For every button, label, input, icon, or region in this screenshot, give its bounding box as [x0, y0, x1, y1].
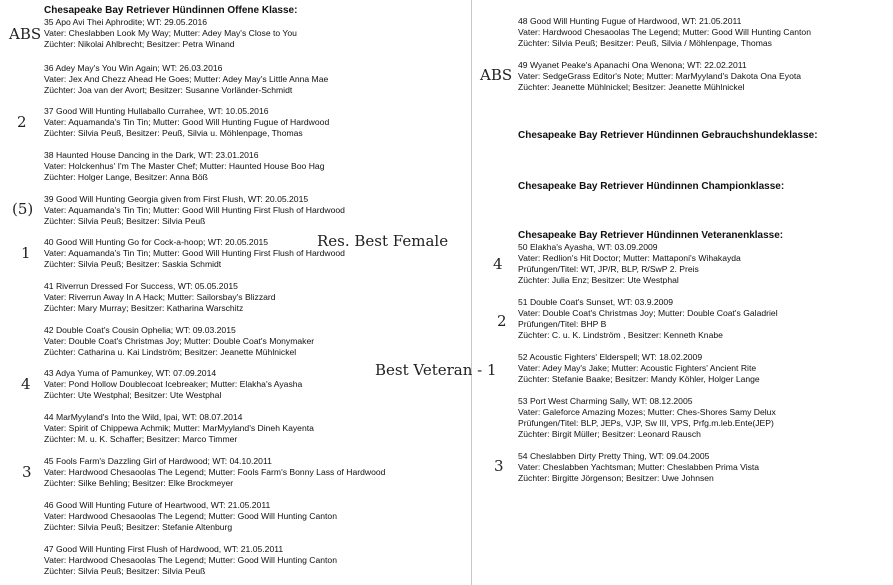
entry-parents: Vater: Hardwood Chesaoolas The Legend; Mutter: Good Will Hunting Canton — [44, 555, 337, 565]
entry-parents: Vater: Aquamanda's Tin Tin; Mutter: Good Will Hunting First Flush of Hardwood — [44, 248, 345, 258]
entry-43 — [44, 368, 302, 401]
entry-parents: Vater: Holckenhus' I'm The Master Chef; Mutter: Haunted House Boo Hag — [44, 161, 325, 171]
entry-36 — [44, 63, 328, 96]
entry-title: 39 Good Will Hunting Georgia given from First Flush, WT: 20.05.2015 — [44, 194, 309, 204]
entry-breeder: Züchter: Silvia Peuß; Besitzer: Peuß, Silvia / Möhlenpage, Thomas — [518, 38, 772, 48]
entry-title: 35 Apo Avi Thei Aphrodite; WT: 29.05.2016 — [44, 17, 208, 27]
entry-parents: Vater: Cheslabben Look My Way; Mutter: Adey May's Close to You — [44, 28, 297, 38]
result-mark-39: (5) — [12, 200, 34, 218]
heading-gebrauchshundeklasse: Chesapeake Bay Retriever Hündinnen Gebrauchshundeklasse: — [518, 130, 818, 141]
entry-title: 49 Wyanet Peake's Apanachi Ona Wenona; WT: 22.02.2011 — [518, 60, 747, 70]
result-mark-54: 3 — [494, 457, 504, 475]
heading-offene-klasse: Chesapeake Bay Retriever Hündinnen Offene Klasse: — [44, 5, 298, 16]
entry-title: 52 Acoustic Fighters' Elderspell; WT: 18.02.2009 — [518, 352, 703, 362]
entry-37 — [44, 106, 329, 139]
entry-titles: Prüfungen/Titel: BHP B — [518, 319, 607, 329]
entry-breeder: Züchter: C. u. K. Lindström , Besitzer: Kenneth Knabe — [518, 330, 723, 340]
entry-title: 46 Good Will Hunting Future of Heartwood, WT: 21.05.2011 — [44, 500, 271, 510]
entry-52 — [518, 352, 760, 385]
entry-breeder: Züchter: Joa van der Avort; Besitzer: Susanne Vorländer-Schmidt — [44, 85, 293, 95]
entry-title: 45 Fools Farm's Dazzling Girl of Hardwood; WT: 04.10.2011 — [44, 456, 272, 466]
entry-49 — [518, 60, 801, 93]
entry-title: 37 Good Will Hunting Hullaballo Currahee, WT: 10.05.2016 — [44, 106, 269, 116]
entry-breeder: Züchter: Holger Lange, Besitzer: Anna Böß — [44, 172, 208, 182]
entry-breeder: Züchter: M. u. K. Schaffer; Besitzer: Marco Timmer — [44, 434, 238, 444]
entry-title: 36 Adey May's You Win Again; WT: 26.03.2016 — [44, 63, 223, 73]
entry-breeder: Züchter: Birgit Müller; Besitzer: Leonard Rausch — [518, 429, 701, 439]
entry-parents: Vater: Spirit of Chippewa Achmik; Mutter: MarMyyland's Dineh Kayenta — [44, 423, 314, 433]
entry-44 — [44, 412, 314, 445]
entry-breeder: Züchter: Silke Behling; Besitzer: Elke Brockmeyer — [44, 478, 234, 488]
entry-breeder: Züchter: Stefanie Baake; Besitzer: Mandy Köhler, Holger Lange — [518, 374, 760, 384]
entry-38 — [44, 150, 324, 183]
entry-parents: Vater: Aquamanda's Tin Tin; Mutter: Good Will Hunting Fugue of Hardwood — [44, 117, 330, 127]
entry-breeder: Züchter: Catharina u. Kai Lindström; Besitzer: Jeanette Mühlnickel — [44, 347, 297, 357]
entry-titles: Prüfungen/Titel: WT, JP/R, BLP, R/SwP 2. Preis — [518, 264, 699, 274]
entry-parents: Vater: Aquamanda's Tin Tin; Mutter: Good Will Hunting First Flush of Hardwood — [44, 205, 345, 215]
entry-35 — [44, 17, 297, 50]
entry-breeder: Züchter: Nikolai Ahlbrecht; Besitzer: Petra Winand — [44, 39, 235, 49]
entry-title: 50 Elakha's Ayasha, WT: 03.09.2009 — [518, 242, 658, 252]
entry-breeder: Züchter: Silvia Peuß; Besitzer: Silvia Peuß — [44, 566, 206, 576]
entry-53 — [518, 396, 776, 440]
entry-47 — [44, 544, 337, 577]
entry-parents: Vater: Hardwood Chesaoolas The Legend; Mutter: Good Will Hunting Canton — [44, 511, 337, 521]
entry-parents: Vater: Galeforce Amazing Mozes; Mutter: Ches-Shores Samy Delux — [518, 407, 776, 417]
entry-parents: Vater: Pond Hollow Doublecoat Icebreaker; Mutter: Elakha's Ayasha — [44, 379, 303, 389]
entry-breeder: Züchter: Birgitte Jörgenson; Besitzer: Uwe Johnsen — [518, 473, 714, 483]
entry-parents: Vater: Riverrun Away In A Hack; Mutter: Sailorsbay's Blizzard — [44, 292, 276, 302]
entry-title: 40 Good Will Hunting Go for Cock-a-hoop; WT: 20.05.2015 — [44, 237, 269, 247]
res-best-female-note: Res. Best Female — [317, 232, 449, 250]
entry-parents: Vater: Hardwood Chesaoolas The Legend; Mutter: Good Will Hunting Canton — [518, 27, 811, 37]
entry-parents: Vater: Adey May's Jake; Mutter: Acoustic Fighters' Ancient Rite — [518, 363, 757, 373]
entry-40 — [44, 237, 345, 270]
entry-46 — [44, 500, 337, 533]
best-veteran-note: Best Veteran - 1 — [375, 361, 497, 379]
entry-breeder: Züchter: Julia Enz; Besitzer: Ute Westphal — [518, 275, 679, 285]
entry-title: 44 MarMyyland's Into the Wild, Ipai, WT: 08.07.2014 — [44, 412, 243, 422]
entry-breeder: Züchter: Silvia Peuß; Besitzer: Silvia Peuß — [44, 216, 206, 226]
entry-45 — [44, 456, 385, 489]
column-divider — [471, 0, 472, 585]
result-mark-37: 2 — [17, 113, 27, 131]
entry-parents: Vater: Redlion's Hit Doctor; Mutter: Mattaponi's Wihakayda — [518, 253, 741, 263]
entry-title: 38 Haunted House Dancing in the Dark, WT: 23.01.2016 — [44, 150, 259, 160]
entry-breeder: Züchter: Mary Murray; Besitzer: Katharina Warschitz — [44, 303, 244, 313]
entry-parents: Vater: SedgeGrass Editor's Note; Mutter: MarMyyland's Dakota Ona Eyota — [518, 71, 802, 81]
entry-39 — [44, 194, 345, 227]
heading-veteranenklasse: Chesapeake Bay Retriever Hündinnen Veteranenklasse: — [518, 230, 784, 241]
heading-championklasse: Chesapeake Bay Retriever Hündinnen Championklasse: — [518, 181, 785, 192]
entry-title: 51 Double Coat's Sunset, WT: 03.9.2009 — [518, 297, 673, 307]
entry-breeder: Züchter: Ute Westphal; Besitzer: Ute Westphal — [44, 390, 222, 400]
entry-title: 43 Adya Yuma of Pamunkey, WT: 07.09.2014 — [44, 368, 217, 378]
result-mark-50: 4 — [493, 255, 503, 273]
result-mark-45: 3 — [22, 463, 32, 481]
entry-42 — [44, 325, 314, 358]
result-mark-40: 1 — [21, 244, 31, 262]
entry-breeder: Züchter: Jeanette Mühlnickel; Besitzer: Jeanette Mühlnickel — [518, 82, 745, 92]
entry-parents: Vater: Cheslabben Yachtsman; Mutter: Cheslabben Prima Vista — [518, 462, 760, 472]
entry-parents: Vater: Double Coat's Christmas Joy; Mutter: Double Coat's Monymaker — [44, 336, 315, 346]
entry-title: 42 Double Coat's Cousin Ophelia; WT: 09.03.2015 — [44, 325, 236, 335]
entry-54 — [518, 451, 759, 484]
entry-48 — [518, 16, 811, 49]
entry-title: 41 Riverrun Dressed For Success, WT: 05.05.2015 — [44, 281, 238, 291]
entry-breeder: Züchter: Silvia Peuß; Besitzer: Stefanie Altenburg — [44, 522, 233, 532]
result-mark-35: ABS — [9, 25, 42, 43]
entry-breeder: Züchter: Silvia Peuß, Besitzer: Peuß, Silvia u. Möhlenpage, Thomas — [44, 128, 303, 138]
entry-title: 53 Port West Charming Sally, WT: 08.12.2005 — [518, 396, 693, 406]
result-mark-49: ABS — [480, 66, 513, 84]
entry-title: 48 Good Will Hunting Fugue of Hardwood, WT: 21.05.2011 — [518, 16, 742, 26]
result-mark-51: 2 — [497, 312, 507, 330]
result-mark-43: 4 — [21, 375, 31, 393]
entry-parents: Vater: Double Coat's Christmas Joy; Mutter: Double Coat's Galadriel — [518, 308, 778, 318]
entry-parents: Vater: Hardwood Chesaoolas The Legend; Mutter: Fools Farm's Bonny Lass of Hardwood — [44, 467, 386, 477]
entry-41 — [44, 281, 276, 314]
entry-title: 54 Cheslabben Dirty Pretty Thing, WT: 09.04.2005 — [518, 451, 710, 461]
entry-51 — [518, 297, 778, 341]
entry-breeder: Züchter: Silvia Peuß; Besitzer: Saskia Schmidt — [44, 259, 222, 269]
entry-title: 47 Good Will Hunting First Flush of Hardwood, WT: 21.05.2011 — [44, 544, 284, 554]
entry-50 — [518, 242, 741, 286]
entry-titles: Prüfungen/Titel: BLP, JEPs, VJP, Sw III, VPS, Prfg.m.leb.Ente(JEP) — [518, 418, 774, 428]
entry-parents: Vater: Jex And Chezz Ahead He Goes; Mutter: Adey May's Little Anna Mae — [44, 74, 329, 84]
